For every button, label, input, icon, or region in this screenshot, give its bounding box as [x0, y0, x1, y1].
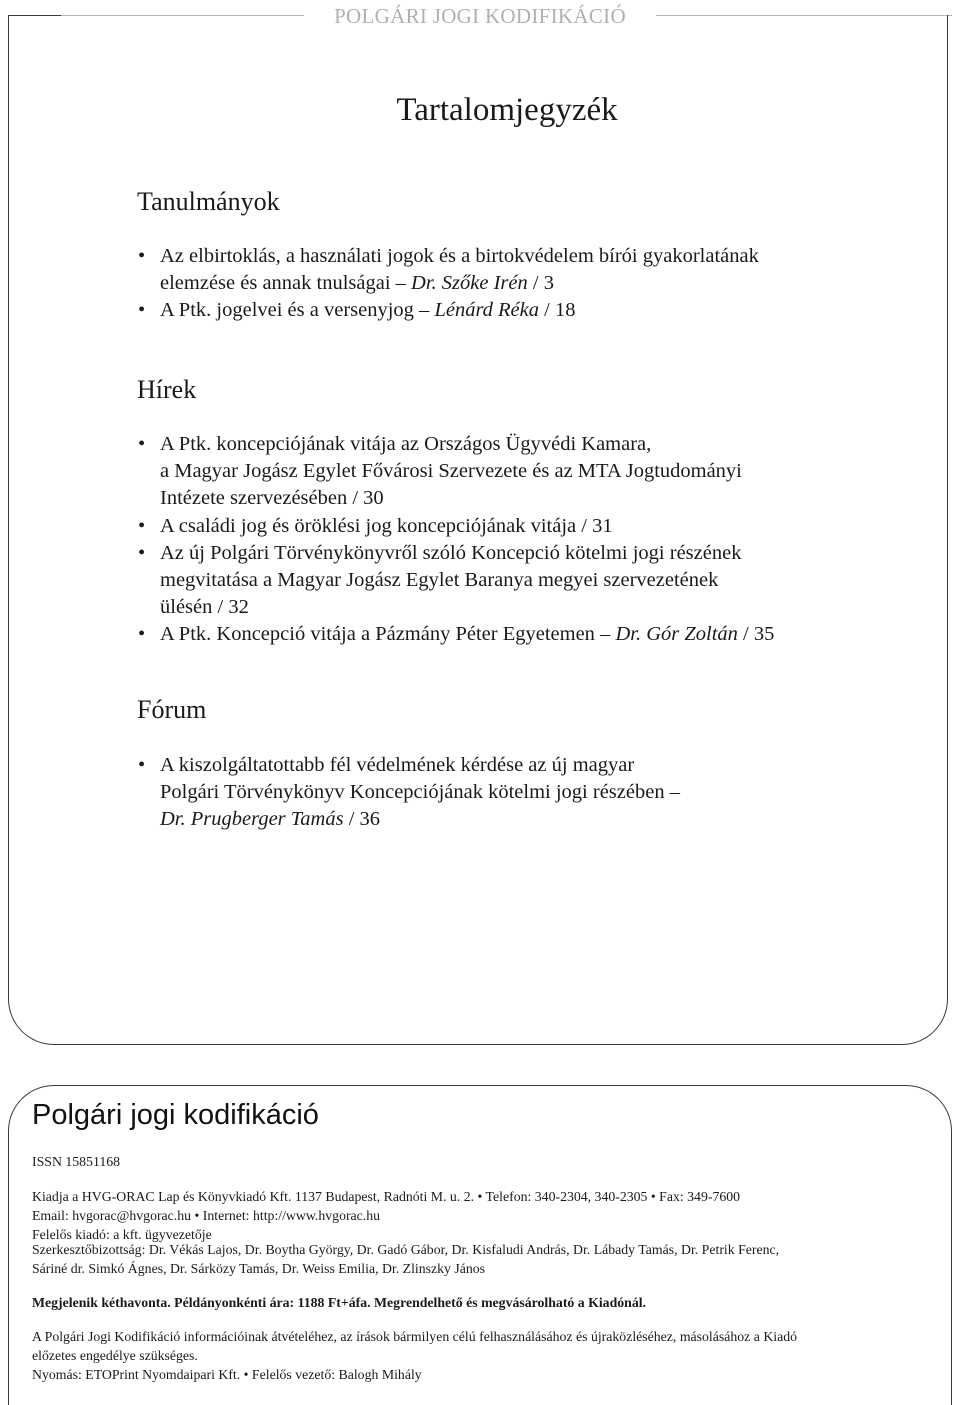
toc-entry-line	[160, 806, 877, 833]
entry-text: Az elbirtoklás, a használati jogok és a birtokvédelem bírói gyakorlatának	[160, 245, 759, 267]
toc-entry-line	[160, 485, 877, 512]
toc-entry-line	[160, 594, 877, 621]
toc-entry	[137, 621, 877, 648]
toc-entry	[137, 513, 877, 540]
editorial-board	[32, 1240, 937, 1278]
responsible-publisher-line: Felelős kiadó: a kft. ügyvezetője	[32, 1227, 212, 1242]
entry-page-number: / 3	[527, 272, 554, 295]
toc-entry	[137, 431, 877, 513]
section-title-forum: Fórum	[137, 695, 207, 724]
entry-page-number: / 18	[539, 299, 576, 322]
toc-entry-line	[160, 458, 877, 485]
publisher-line: Kiadja a HVG-ORAC Lap és Könyvkiadó Kft. 1137 Budapest, Radnóti M. u. 2. • Telefon: 340-2304, 340-2305 • Fax: 349-7600	[32, 1189, 741, 1204]
printer-line: Nyomás: ETOPrint Nyomdaipari Kft. • Felelős vezető: Balogh Mihály	[32, 1367, 422, 1382]
toc-entry	[137, 540, 877, 622]
section-entries-forum	[137, 752, 877, 834]
entry-author: Dr. Szőke Irén	[411, 272, 528, 295]
entry-text: A Ptk. koncepciójának vitája az Országos Ügyvédi Kamara,	[160, 433, 652, 455]
board-line: Sáriné dr. Simkó Ágnes, Dr. Sárközy Tamás, Dr. Weiss Emilia, Dr. Zlinszky János	[32, 1261, 486, 1276]
toc-entry-line	[160, 431, 877, 458]
frequency-price-line: Megjelenik kéthavonta. Példányonkénti ára: 1188 Ft+áfa. Megrendelhető és megvásárolható a Kiadónál.	[32, 1295, 647, 1310]
toc-entry-line	[160, 752, 877, 779]
section-title-hirek: Hírek	[137, 375, 197, 404]
notice-line: előzetes engedélye szükséges.	[32, 1348, 198, 1363]
toc-entry-line	[160, 779, 877, 806]
toc-entry-line	[160, 567, 877, 594]
toc-entry-line	[160, 540, 877, 567]
toc-title: Tartalomjegyzék	[396, 92, 618, 128]
contact-line: Email: hvgorac@hvgorac.hu • Internet: http://www.hvgorac.hu	[32, 1208, 381, 1223]
toc-entry-line	[160, 621, 877, 648]
board-line: Szerkesztőbizottság: Dr. Vékás Lajos, Dr. Boytha György, Dr. Gadó Gábor, Dr. Kisfaludi András, Dr. Lábady Tamás, Dr. Petrik Ferenc,	[32, 1242, 780, 1257]
toc-entry	[137, 297, 877, 324]
entry-text: Az új Polgári Törvénykönyvről szóló Koncepció kötelmi jogi részének	[160, 541, 742, 564]
entry-text: A családi jog és öröklési jog koncepciójának vitája / 31	[160, 514, 613, 537]
toc-entry-line	[160, 513, 877, 540]
copyright-notice	[32, 1327, 937, 1384]
toc-entry	[137, 752, 877, 834]
section-entries-tanulmanyok	[137, 243, 877, 325]
entry-author: Dr. Gór Zoltán	[615, 623, 738, 646]
entry-text: elemzése és annak tnulságai –	[160, 272, 412, 295]
entry-author: Lénárd Réka	[434, 299, 539, 322]
entry-text: a Magyar Jogász Egylet Fővárosi Szervezete és az MTA Jogtudományi	[160, 460, 742, 483]
entry-text: A Ptk. Koncepció vitája a Pázmány Péter Egyetemen –	[160, 623, 616, 646]
toc-entry-line	[160, 297, 877, 324]
toc-entry-line	[160, 270, 877, 297]
section-title-tanulmanyok: Tanulmányok	[137, 187, 280, 216]
running-head: POLGÁRI JOGI KODIFIKÁCIÓ	[334, 4, 626, 28]
imprint-title: Polgári jogi kodifikáció	[32, 1099, 319, 1131]
publisher-info	[32, 1187, 937, 1244]
entry-text: A Ptk. jogelvei és a versenyjog –	[160, 299, 435, 322]
issn-line: ISSN 15851168	[32, 1154, 121, 1169]
toc-entry	[137, 243, 877, 297]
entry-text: Intézete szervezésében / 30	[160, 487, 384, 510]
toc-entry-line	[160, 243, 877, 270]
entry-author: Dr. Prugberger Tamás	[160, 808, 344, 831]
entry-text: A kiszolgáltatottabb fél védelmének kérdése az új magyar	[160, 754, 635, 776]
notice-line: A Polgári Jogi Kodifikáció információinak átvételéhez, az írások bármilyen célú felhasználásához és újraközléséhez, másolásához a Kiadó	[32, 1329, 798, 1344]
entry-text: Polgári Törvénykönyv Koncepciójának kötelmi jogi részében –	[160, 781, 680, 804]
entry-text: ülésén / 32	[160, 596, 249, 619]
section-entries-hirek	[137, 431, 877, 649]
entry-page-number: / 35	[737, 623, 775, 646]
entry-page-number: / 36	[343, 808, 381, 831]
entry-text: megvitatása a Magyar Jogász Egylet Baranya megyei szervezetének	[160, 569, 719, 592]
